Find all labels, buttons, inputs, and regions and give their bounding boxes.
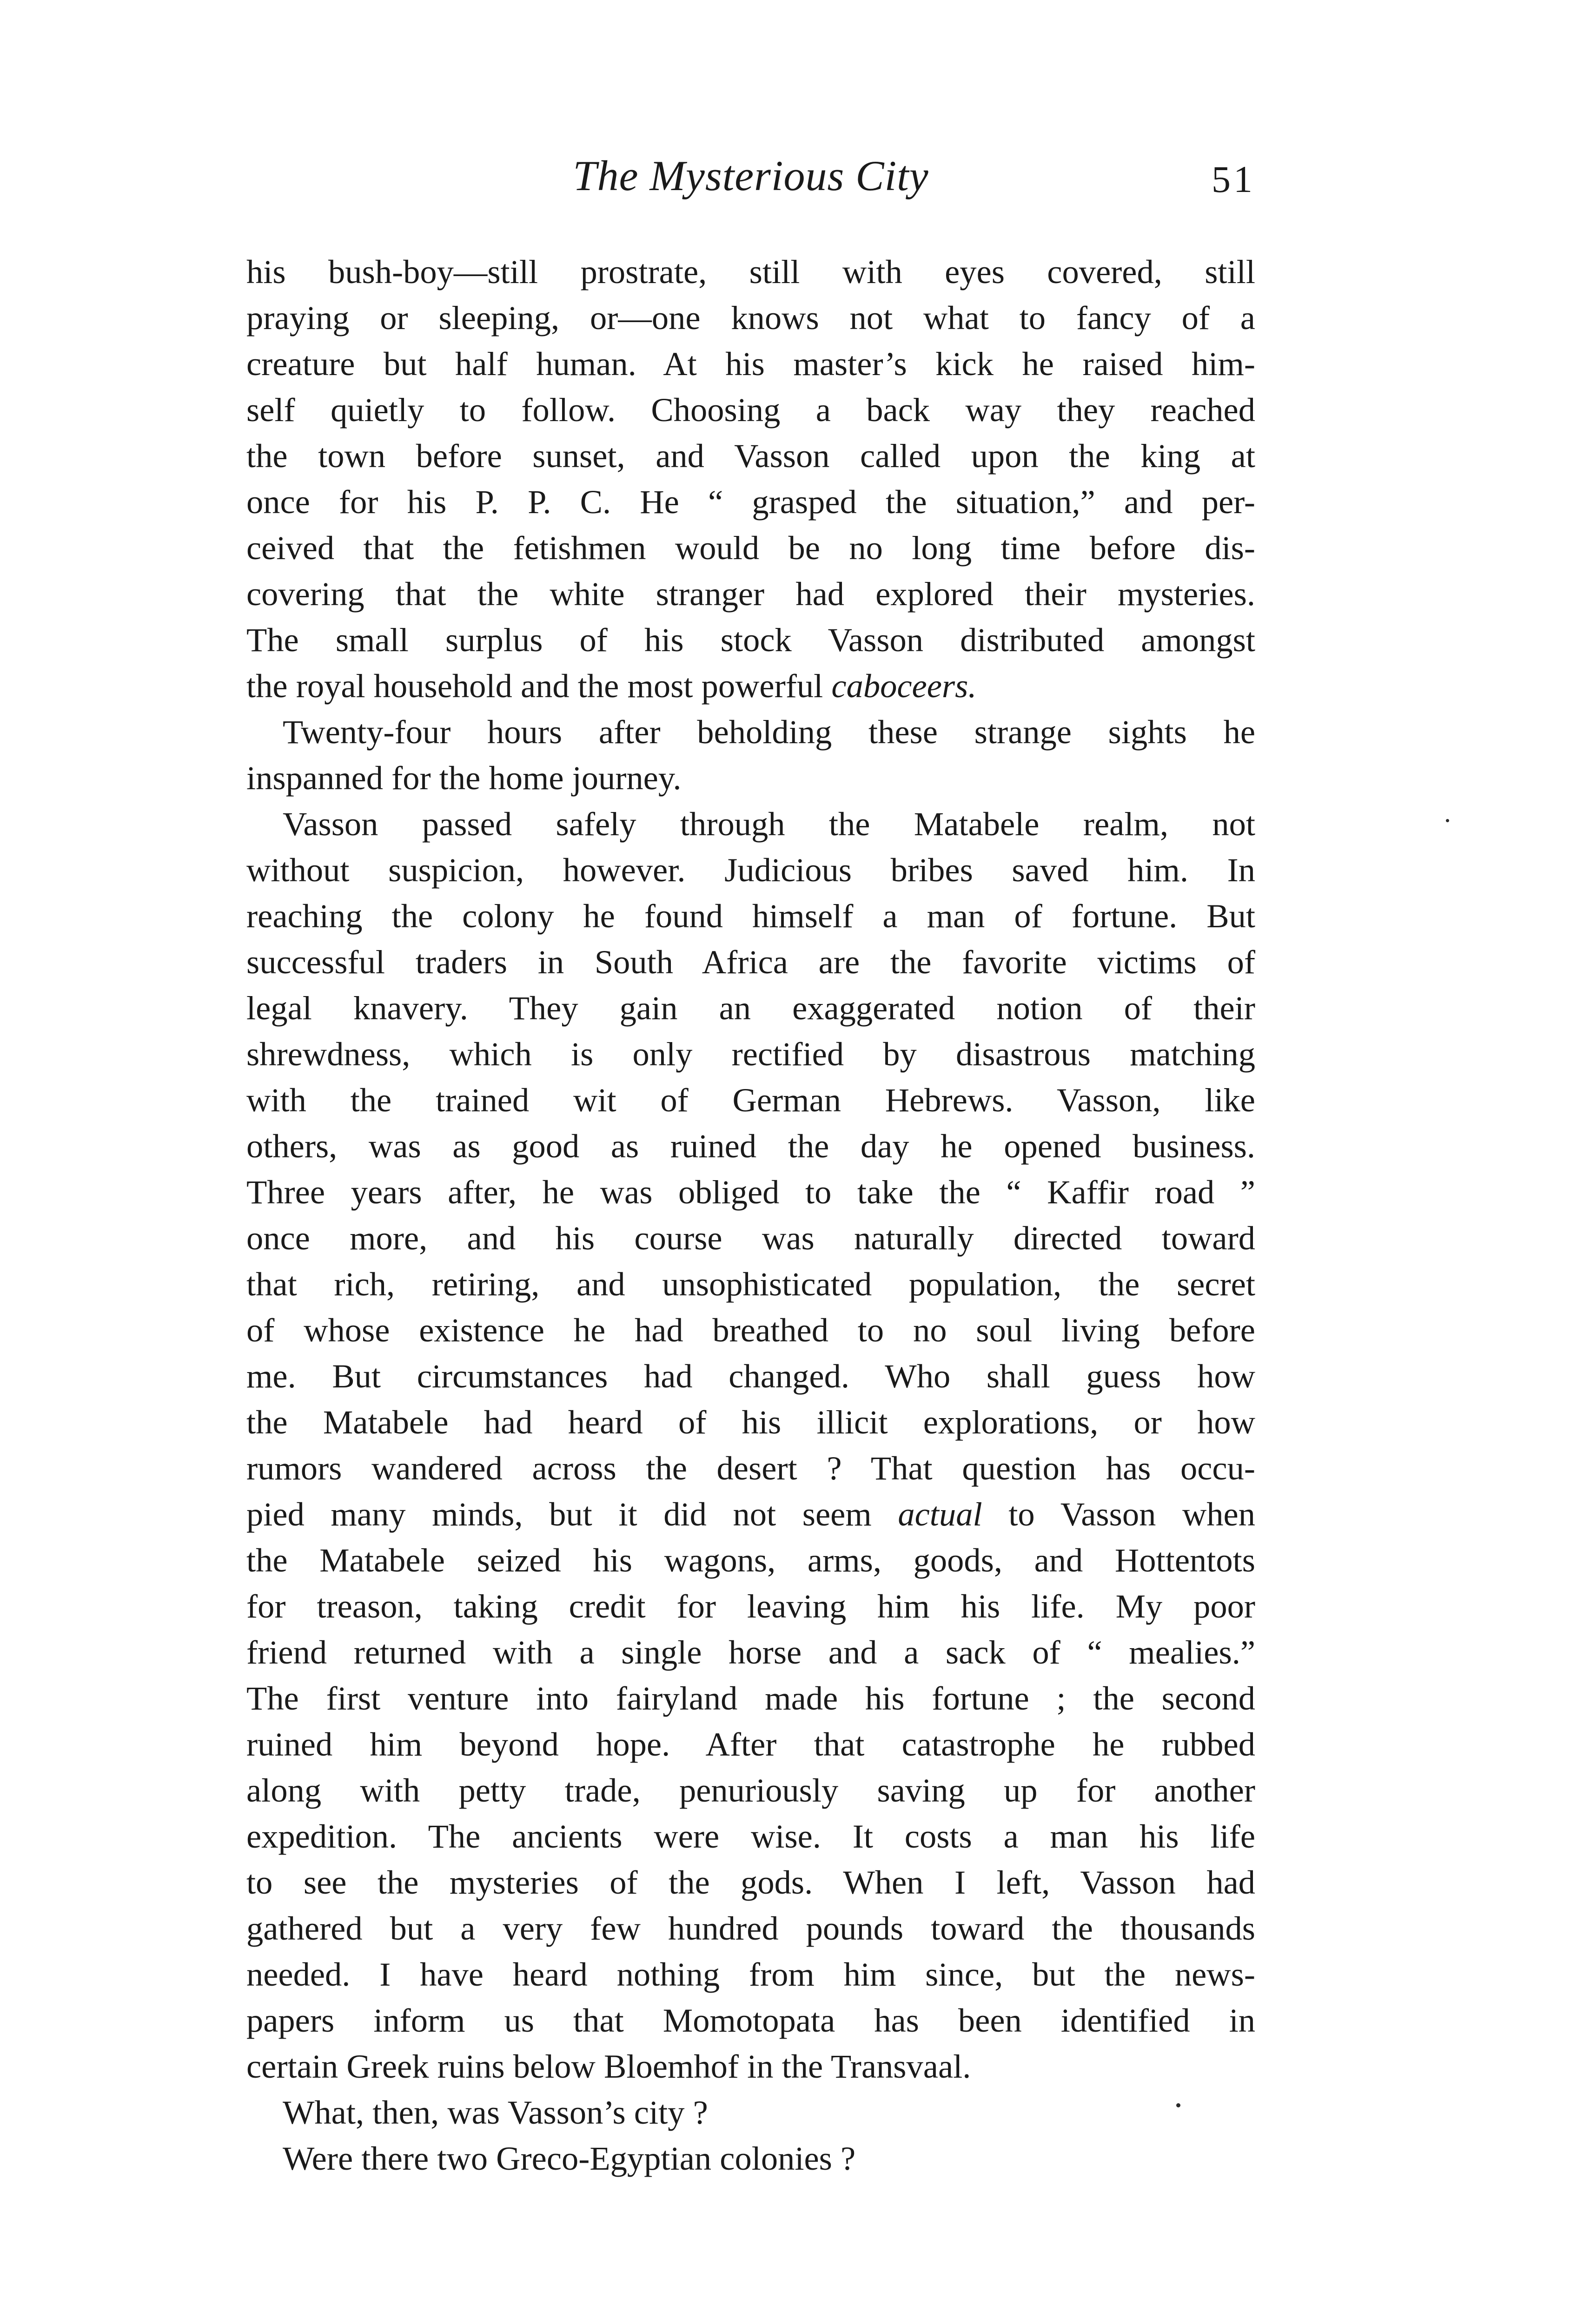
text-line: rumors wandered across the desert ? That question has occu- (246, 1449, 1255, 1487)
text-line: Three years after, he was obliged to take the “ Kaffir road ” (246, 1173, 1255, 1211)
text-line: that rich, retiring, and unsophisticated population, the secret (246, 1265, 1255, 1303)
page-number: 51 (1212, 158, 1255, 200)
text-line: legal knavery. They gain an exaggerated notion of their (246, 989, 1255, 1027)
text-line: to see the mysteries of the gods. When I left, Vasson had (246, 1863, 1255, 1901)
text-line: The small surplus of his stock Vasson distributed amongst (246, 621, 1255, 659)
text-line: The first venture into fairyland made his fortune ; the second (246, 1679, 1255, 1717)
text-line (246, 1491, 1255, 1537)
text-run: pied many minds, but it did not seem (246, 1495, 898, 1533)
text-line (246, 663, 1255, 709)
text-line: shrewdness, which is only rectified by disastrous matching (246, 1035, 1255, 1073)
text-line: once for his P. P. C. He “ grasped the situation,” and per- (246, 483, 1255, 521)
text-line: along with petty trade, penuriously saving up for another (246, 1771, 1255, 1809)
text-run: the royal household and the most powerful (246, 667, 832, 705)
text-line: successful traders in South Africa are the favorite victims of (246, 943, 1255, 981)
text-line: creature but half human. At his master’s kick he raised him- (246, 345, 1255, 383)
text-line: covering that the white stranger had explored their mysteries. (246, 575, 1255, 613)
text-line: Twenty-four hours after beholding these strange sights he (283, 713, 1255, 751)
text-line: his bush-boy—still prostrate, still with eyes covered, still (246, 253, 1255, 290)
text-line: ceived that the fetishmen would be no long time before dis- (246, 529, 1255, 567)
running-title: The Mysterious City (573, 152, 929, 199)
text-line: the Matabele had heard of his illicit explorations, or how (246, 1403, 1255, 1441)
body-text (246, 249, 1255, 2181)
text-line: for treason, taking credit for leaving him his life. My poor (246, 1587, 1255, 1625)
text-line: ruined him beyond hope. After that catastrophe he rubbed (246, 1725, 1255, 1763)
text-line: papers inform us that Momotopata has been identified in (246, 2001, 1255, 2039)
text-run: to Vasson when (982, 1495, 1255, 1533)
text-line: others, was as good as ruined the day he opened business. (246, 1127, 1255, 1165)
text-line: the town before sunset, and Vasson called upon the king at (246, 437, 1255, 475)
italic-actual: actual (898, 1495, 982, 1533)
print-speck (1176, 2103, 1180, 2107)
text-line: without suspicion, however. Judicious bribes saved him. In (246, 851, 1255, 889)
text-line: with the trained wit of German Hebrews. Vasson, like (246, 1081, 1255, 1119)
text-line: praying or sleeping, or—one knows not what to fancy of a (246, 299, 1255, 337)
text-line: friend returned with a single horse and a sack of “ mealies.” (246, 1633, 1255, 1671)
text-line: me. But circumstances had changed. Who shall guess how (246, 1357, 1255, 1395)
text-line: gathered but a very few hundred pounds toward the thousands (246, 1909, 1255, 1947)
text-line: the Matabele seized his wagons, arms, goods, and Hottentots (246, 1541, 1255, 1579)
text-line: self quietly to follow. Choosing a back way they reached (246, 391, 1255, 429)
italic-caboceers: caboceers. (831, 667, 977, 705)
text-line: of whose existence he had breathed to no soul living before (246, 1311, 1255, 1349)
text-line: once more, and his course was naturally directed toward (246, 1219, 1255, 1257)
text-line: reaching the colony he found himself a man of fortune. But (246, 897, 1255, 935)
text-line: Were there two Greco-Egyptian colonies ? (283, 2139, 856, 2177)
text-line: What, then, was Vasson’s city ? (283, 2093, 708, 2131)
text-line: needed. I have heard nothing from him since, but the news- (246, 1955, 1255, 1993)
text-line: inspanned for the home journey. (246, 759, 682, 797)
print-speck (1446, 819, 1449, 822)
text-line: Vasson passed safely through the Matabele realm, not (283, 805, 1255, 843)
text-line: expedition. The ancients were wise. It costs a man his life (246, 1817, 1255, 1855)
running-head (246, 148, 1255, 204)
text-line: certain Greek ruins below Bloemhof in the Transvaal. (246, 2047, 971, 2085)
